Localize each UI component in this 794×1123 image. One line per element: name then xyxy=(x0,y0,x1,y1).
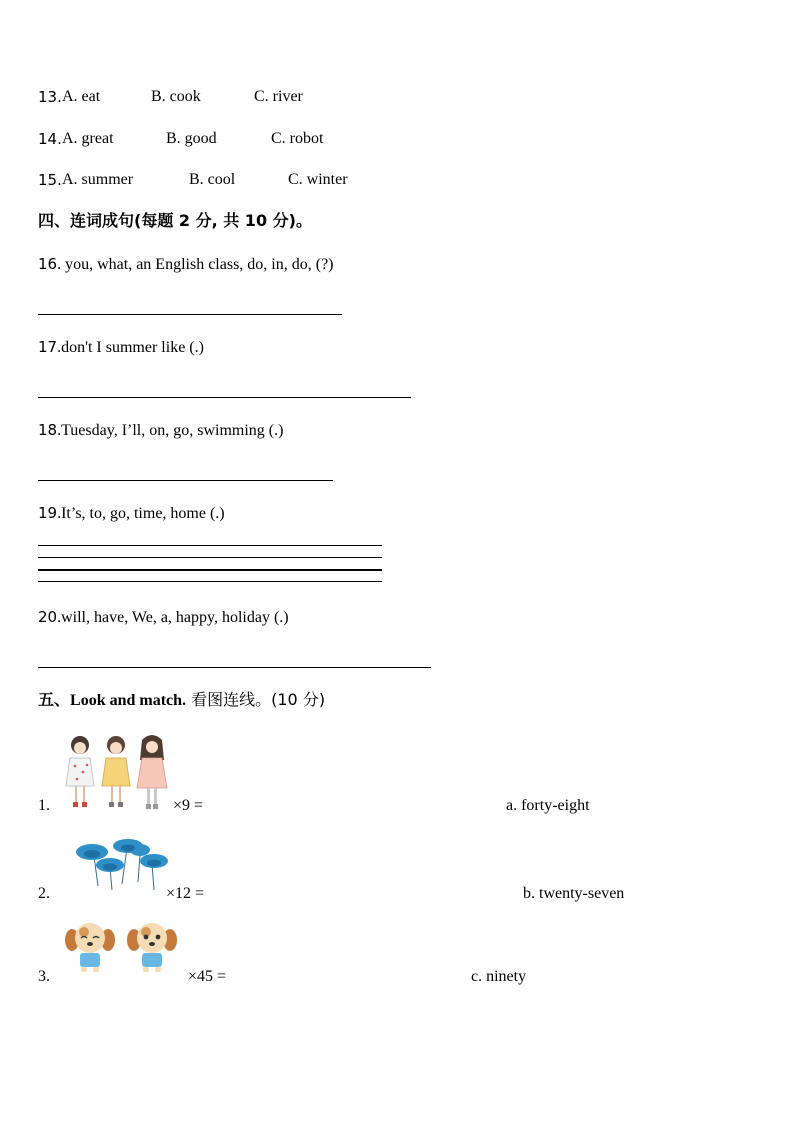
option-a: A. great xyxy=(62,130,114,147)
item-number: 1. xyxy=(38,797,50,814)
match-answer-c[interactable]: c. ninety xyxy=(471,968,527,985)
match-answer-a[interactable]: a. forty-eight xyxy=(506,797,590,814)
question-number: 14. xyxy=(38,130,62,148)
answer-line[interactable] xyxy=(38,581,382,582)
question-text: .don't I summer like (.) xyxy=(57,339,204,356)
answer-line[interactable] xyxy=(38,667,431,668)
question-text: .will, have, We, a, happy, holiday (.) xyxy=(57,609,289,626)
question-number: 15. xyxy=(38,171,62,189)
answer-line[interactable] xyxy=(38,545,382,546)
option-b: B. cool xyxy=(189,171,236,188)
option-c: C. winter xyxy=(288,171,348,188)
answer-line[interactable] xyxy=(38,557,382,558)
answer-line[interactable] xyxy=(38,569,382,571)
question-number: 18 xyxy=(38,421,58,439)
two-puppies-picture xyxy=(62,918,186,978)
question-number: 17 xyxy=(38,338,58,356)
option-c: C. river xyxy=(254,88,303,105)
option-c: C. robot xyxy=(271,130,324,147)
multiplication-expression: ×12 = xyxy=(166,885,205,902)
option-a: A. eat xyxy=(62,88,101,105)
question-text: . you, what, an English class, do, in, do, (?) xyxy=(57,256,334,273)
three-girls-picture xyxy=(64,730,172,812)
multiplication-expression: ×45 = xyxy=(188,968,227,985)
question-number: 19 xyxy=(38,504,58,522)
question-number: 16 xyxy=(38,255,58,273)
option-b: B. good xyxy=(166,130,217,147)
question-number: 20 xyxy=(38,608,58,626)
match-answer-b[interactable]: b. twenty-seven xyxy=(523,885,625,902)
blue-flowers-picture xyxy=(72,834,172,894)
section-4-title: 四、连词成句(每题 2 分, 共 10 分)。 xyxy=(38,211,312,230)
section-5-title: 五、Look and match. 看图连线。(10 分) xyxy=(38,690,326,709)
multiplication-expression: ×9 = xyxy=(173,797,204,814)
option-b: B. cook xyxy=(151,88,201,105)
item-number: 3. xyxy=(38,968,50,985)
question-text: .Tuesday, I’ll, on, go, swimming (.) xyxy=(57,422,284,439)
item-number: 2. xyxy=(38,885,50,902)
answer-line[interactable] xyxy=(38,397,411,398)
question-text: .It’s, to, go, time, home (.) xyxy=(57,505,225,522)
answer-line[interactable] xyxy=(38,480,333,481)
question-number: 13. xyxy=(38,88,62,106)
answer-line[interactable] xyxy=(38,314,342,315)
option-a: A. summer xyxy=(62,171,134,188)
